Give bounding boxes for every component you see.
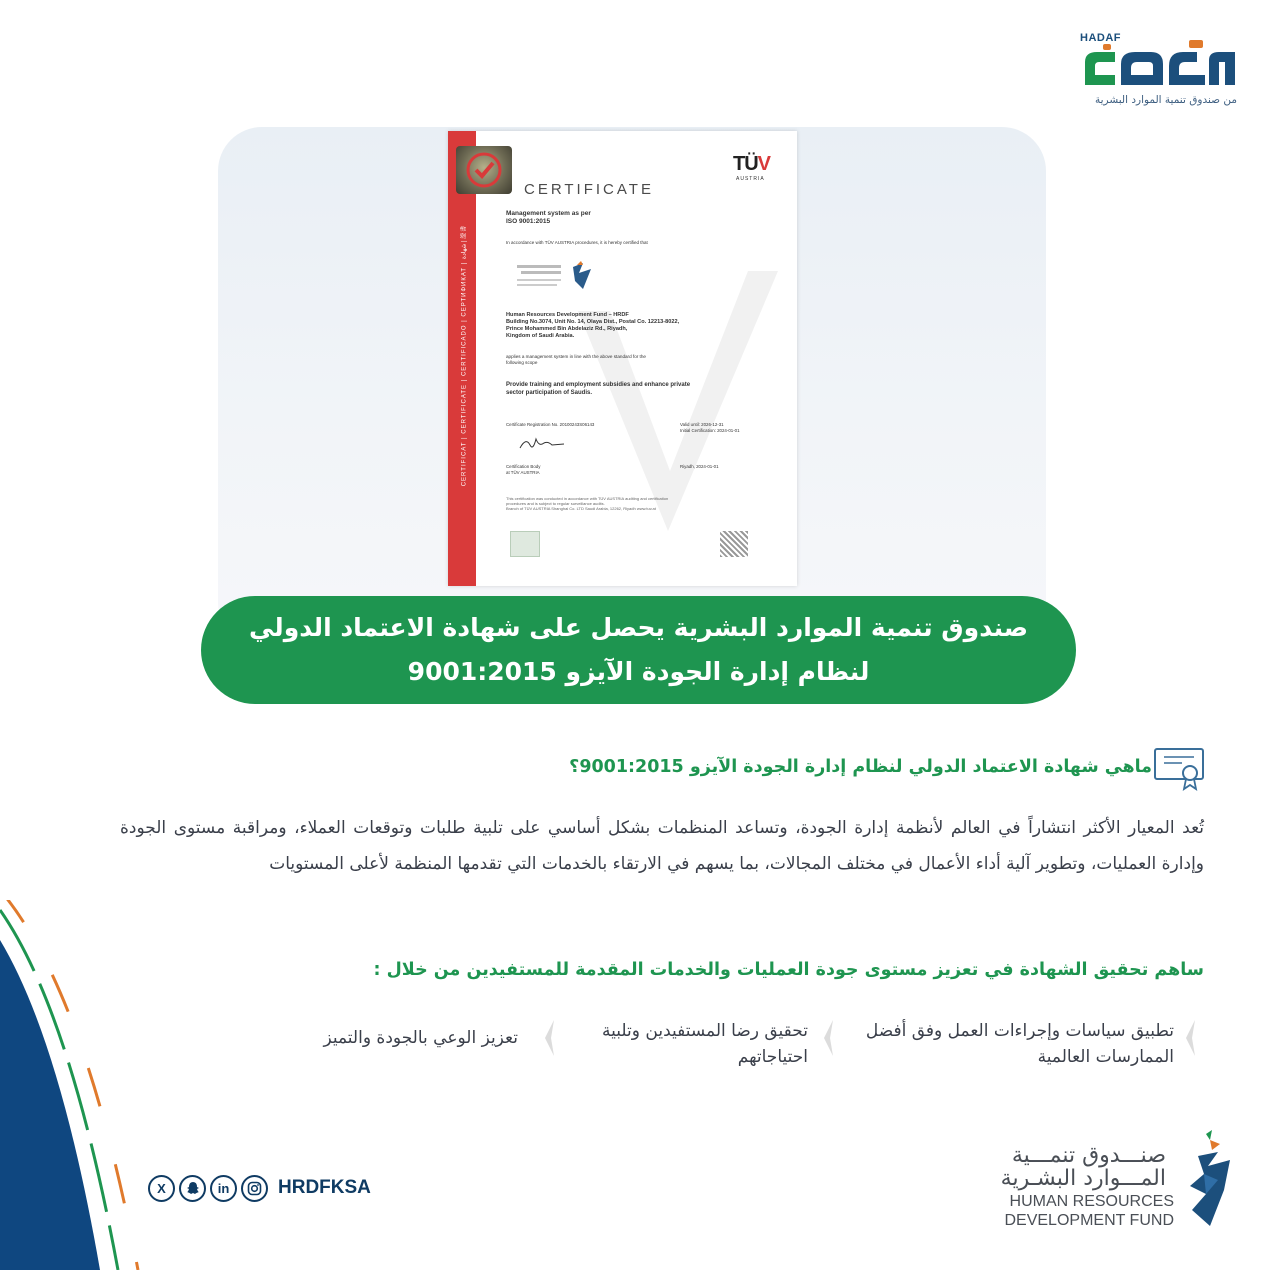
- chevron-icon: [1183, 1018, 1197, 1058]
- tuv-logo: [733, 153, 770, 176]
- hrdf-logo-mark: [1184, 1130, 1236, 1230]
- hrdf-name-ar-line-1: صنـــدوق تنمـــية: [1011, 1143, 1166, 1168]
- tuv-country: AUSTRIA: [736, 176, 765, 182]
- hrdf-name-en-line-2: DEVELOPMENT FUND: [1004, 1212, 1174, 1229]
- headline-banner: [201, 596, 1076, 704]
- question-title: ماهي شهادة الاعتماد الدولي لنظام إدارة الجودة الآيزو 9001:2015؟: [569, 757, 1152, 777]
- tuv-logo-tu: TÜ: [733, 153, 758, 175]
- certificate-signature: [518, 433, 568, 453]
- certificate-accordance: In accordance with TÜV AUSTRIA procedures, it is hereby certified that: [506, 240, 648, 245]
- contribution-title: ساهم تحقيق الشهادة في تعزيز مستوى جودة العمليات والخدمات المقدمة للمستفيدين من خلال :: [373, 960, 1204, 980]
- certificate-hrdf-logo: [513, 259, 603, 299]
- intro-paragraph: تُعد المعيار الأكثر انتشاراً في العالم لأنظمة إدارة الجودة، وتساعد المنظمات بشكل أساسي على تلبية طلبات وتوقعات العملاء، ومراقبة مستوى الجودة وإدارة العمليات، وتطوير آلية أداء الأعمال في مختلف المجالات، بما يسهم في الارتقاء بالخدمات التي تقدمها المنظمة لأعلى المستويات: [120, 818, 1204, 874]
- tuv-logo-v: V: [757, 153, 771, 175]
- chevron-icon: [821, 1018, 835, 1058]
- certificate-body: Certification Body at TÜV AUSTRIA: [506, 464, 541, 475]
- chevron-icon: [542, 1018, 556, 1058]
- hadaf-logo-en: HADAF: [1080, 32, 1121, 44]
- certificate-qr-code: [720, 531, 748, 557]
- instagram-icon[interactable]: [241, 1175, 268, 1202]
- benefit-point: تعزيز الوعي بالجودة والتميز: [323, 1028, 518, 1048]
- certificate-place-date: Riyadh, 2024-01-01: [680, 464, 719, 469]
- x-icon[interactable]: [148, 1175, 175, 1202]
- headline-line-1: صندوق تنمية الموارد البشرية يحصل على شهادة الاعتماد الدولي: [249, 613, 1028, 642]
- benefit-point: تطبيق سياسات وإجراءات العمل وفق أفضل الممارسات العالمية: [865, 1021, 1174, 1067]
- certificate-title: CERTIFICATE: [524, 181, 654, 198]
- certificate-icon: [1152, 743, 1206, 793]
- x-icon-label: X: [157, 1180, 166, 1196]
- benefit-point: تحقيق رضا المستفيدين وتلبية احتياجاتهم: [602, 1021, 808, 1067]
- certificate-image: [448, 131, 797, 586]
- certificate-registration: Certificate Registration No. 20100243S06143: [506, 422, 595, 427]
- certificate-validity: Valid until: 2026-12-31 Initial Certification: 2024-01-01: [680, 422, 740, 433]
- hadaf-logo: [1075, 30, 1245, 110]
- hrdf-name-ar-line-2: المـــوارد البشـرية: [1000, 1166, 1166, 1191]
- hadaf-tagline: من صندوق تنمية الموارد البشرية: [1094, 94, 1237, 106]
- certificate-accreditation-badge: [510, 531, 540, 557]
- linkedin-icon[interactable]: [210, 1175, 237, 1202]
- headline-line-2: لنظام إدارة الجودة الآيزو 9001:2015: [407, 657, 870, 686]
- hrdf-name-en-line-1: HUMAN RESOURCES: [1009, 1193, 1174, 1210]
- certificate-side-stripe: [448, 131, 476, 586]
- linkedin-icon-label: in: [217, 1180, 230, 1196]
- decorative-curves: [0, 900, 140, 1270]
- certificate-standard: Management system as per ISO 9001:2015: [506, 210, 591, 226]
- social-links: [148, 1172, 371, 1204]
- certificate-applies: applies a management system in line with the above standard for the following scope: [506, 354, 646, 365]
- snapchat-icon[interactable]: [179, 1175, 206, 1202]
- certificate-stripe-text: CERTIFICAT | CERTIFICATE | CERTIFICADO | СЕРТИФИКАТ | شهادة | 證書: [461, 224, 468, 487]
- certificate-holder: Human Resources Development Fund – HRDF Building No.3074, Unit No. 14, Olaya Dist., Postal Co. 12213-8022, Prince Mohammed Bin Abdelaziz Rd., Riyadh, Kingdom of Saudi Arabia.: [506, 312, 680, 339]
- certificate-emblem-icon: [456, 146, 512, 194]
- social-handle[interactable]: HRDFKSA: [278, 1177, 371, 1198]
- certificate-scope: Provide training and employment subsidies and enhance private sector participation of Saudis.: [506, 382, 691, 396]
- certificate-footer: This certification was conducted in accordance with TÜV AUSTRIA auditing and certification procedures and is subject to regular surveillance audits. Branch of TÜV AUSTRIA Shanghai Co. LTD Saudi Arabia, 12262, Riyadh www.tuv.at: [506, 496, 669, 511]
